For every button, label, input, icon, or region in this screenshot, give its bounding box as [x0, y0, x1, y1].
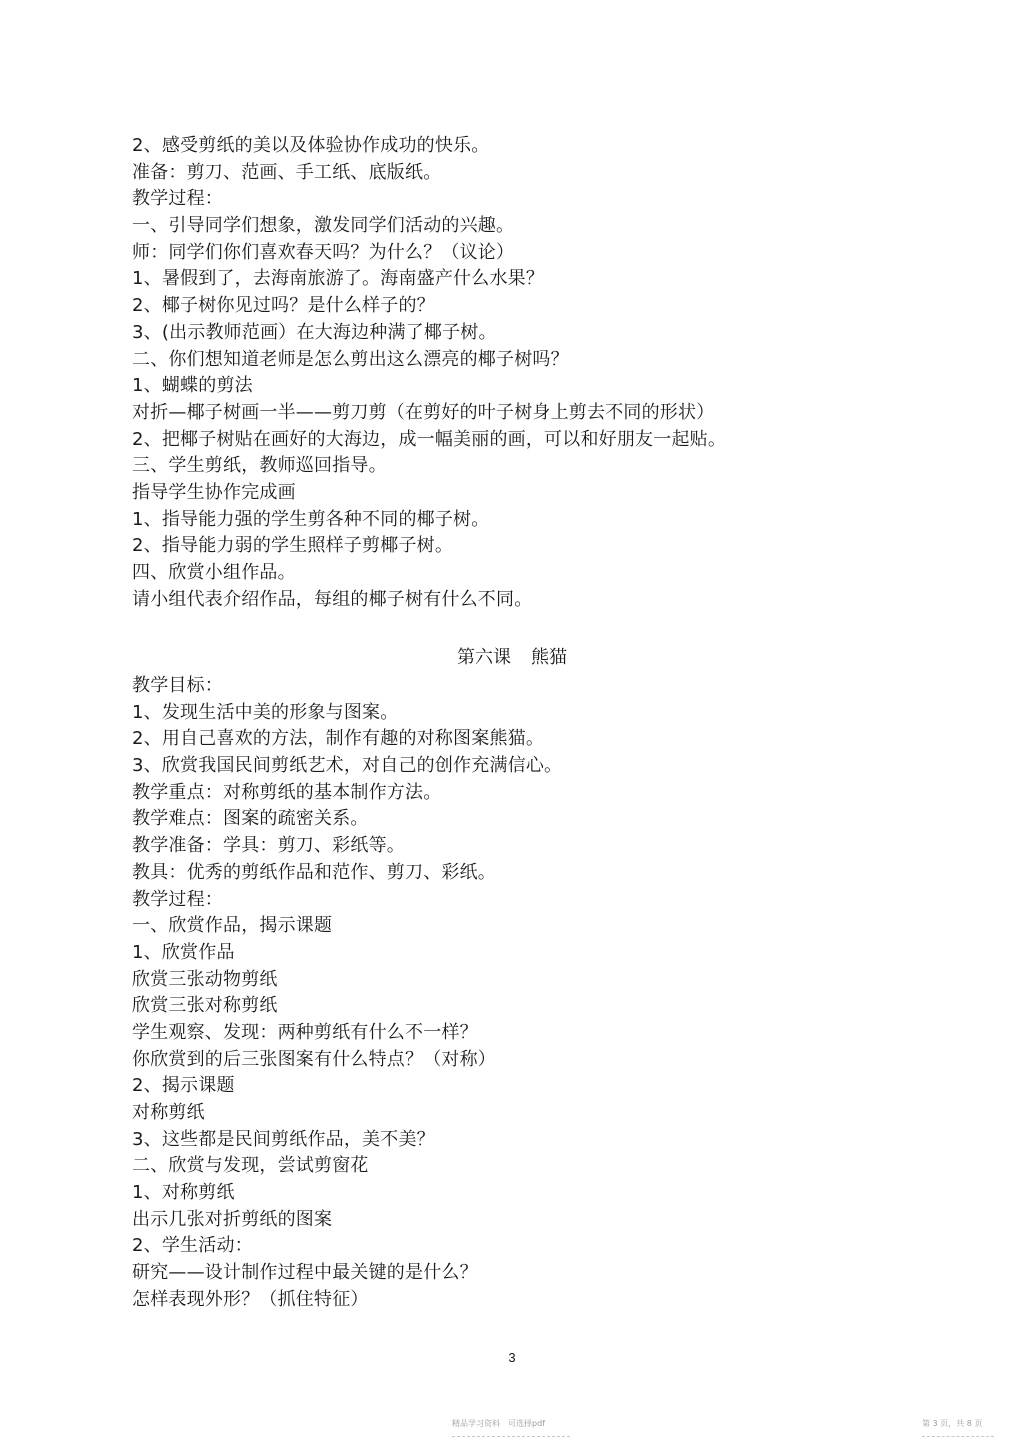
text-line: 1、欣赏作品 — [132, 941, 235, 963]
text-line: 一、欣赏作品，揭示课题 — [132, 915, 333, 937]
text-line: 指导学生协作完成画 — [132, 481, 296, 503]
page-number: 3 — [508, 1350, 516, 1365]
text-line: 1、指导能力强的学生剪各种不同的椰子树。 — [132, 508, 490, 530]
text-line: 研究——设计制作过程中最关键的是什么？ — [132, 1262, 478, 1284]
text-line: 教学难点：图案的疏密关系。 — [132, 808, 369, 830]
text-line: 2、指导能力弱的学生照样子剪椰子树。 — [132, 535, 454, 557]
footer-divider-left — [452, 1436, 570, 1437]
text-line: 一、引导同学们想象，激发同学们活动的兴趣。 — [132, 215, 515, 237]
lesson5-body — [132, 133, 952, 613]
text-line: 教学目标： — [132, 675, 223, 696]
footer-divider-right — [922, 1436, 994, 1437]
text-line: 教学过程： — [132, 188, 223, 210]
text-line: 2、感受剪纸的美以及体验协作成功的快乐。 — [132, 135, 490, 156]
text-line: 师：同学们你们喜欢春天吗？为什么？（议论） — [132, 241, 515, 263]
text-line: 2、把椰子树贴在画好的大海边，成一幅美丽的画，可以和好朋友一起贴。 — [132, 428, 727, 450]
text-line: 教学重点：对称剪纸的基本制作方法。 — [132, 781, 442, 803]
text-line: 3、欣赏我国民间剪纸艺术，对自己的创作充满信心。 — [132, 755, 563, 777]
text-line: 准备：剪刀、范画、手工纸、底版纸。 — [132, 161, 442, 183]
text-line: 2、用自己喜欢的方法，制作有趣的对称图案熊猫。 — [132, 728, 545, 750]
text-line: 四、欣赏小组作品。 — [132, 562, 296, 583]
lesson-name: 熊猫 — [531, 647, 567, 668]
text-line: 1、发现生活中美的形象与图案。 — [132, 701, 399, 723]
text-line: 2、椰子树你见过吗？是什么样子的？ — [132, 295, 435, 317]
text-line: 1、暑假到了，去海南旅游了。海南盛产什么水果？ — [132, 268, 545, 290]
text-line: 学生观察、发现：两种剪纸有什么不一样？ — [132, 1021, 478, 1043]
text-line: 请小组代表介绍作品，每组的椰子树有什么不同。 — [132, 588, 533, 610]
text-line: 二、你们想知道老师是怎么剪出这么漂亮的椰子树吗？ — [132, 348, 569, 370]
footer-watermark: 精品学习资料 可选择pdf — [452, 1419, 545, 1428]
text-line: 教学过程： — [132, 888, 223, 910]
text-line: 教具：优秀的剪纸作品和范作、剪刀、彩纸。 — [132, 861, 496, 883]
lesson-title — [0, 645, 1024, 671]
text-line: 欣赏三张动物剪纸 — [132, 968, 278, 990]
text-line: 教学准备：学具：剪刀、彩纸等。 — [132, 835, 405, 857]
text-line: 二、欣赏与发现，尝试剪窗花 — [132, 1155, 369, 1177]
text-line: 对称剪纸 — [132, 1102, 205, 1123]
text-line: 1、对称剪纸 — [132, 1182, 235, 1204]
text-line: 1、蝴蝶的剪法 — [132, 375, 253, 397]
lesson6-body — [132, 673, 952, 1314]
text-line: 对折—椰子树画一半——剪刀剪（在剪好的叶子树身上剪去不同的形状） — [132, 401, 715, 423]
text-line: 你欣赏到的后三张图案有什么特点？（对称） — [132, 1048, 496, 1070]
text-line: 3、这些都是民间剪纸作品，美不美？ — [132, 1128, 435, 1150]
text-line: 2、学生活动： — [132, 1235, 253, 1257]
text-line: 怎样表现外形？（抓住特征） — [132, 1288, 369, 1310]
text-line: 三、学生剪纸，教师巡回指导。 — [132, 455, 387, 477]
lesson-number: 第六课 — [457, 647, 511, 668]
text-line: 欣赏三张对称剪纸 — [132, 995, 278, 1017]
footer-page-count: 第 3 页，共 8 页 — [922, 1419, 983, 1428]
text-line: 2、揭示课题 — [132, 1075, 235, 1097]
text-line: 出示几张对折剪纸的图案 — [132, 1208, 333, 1230]
text-line: 3、(出示教师范画）在大海边种满了椰子树。 — [132, 321, 497, 343]
